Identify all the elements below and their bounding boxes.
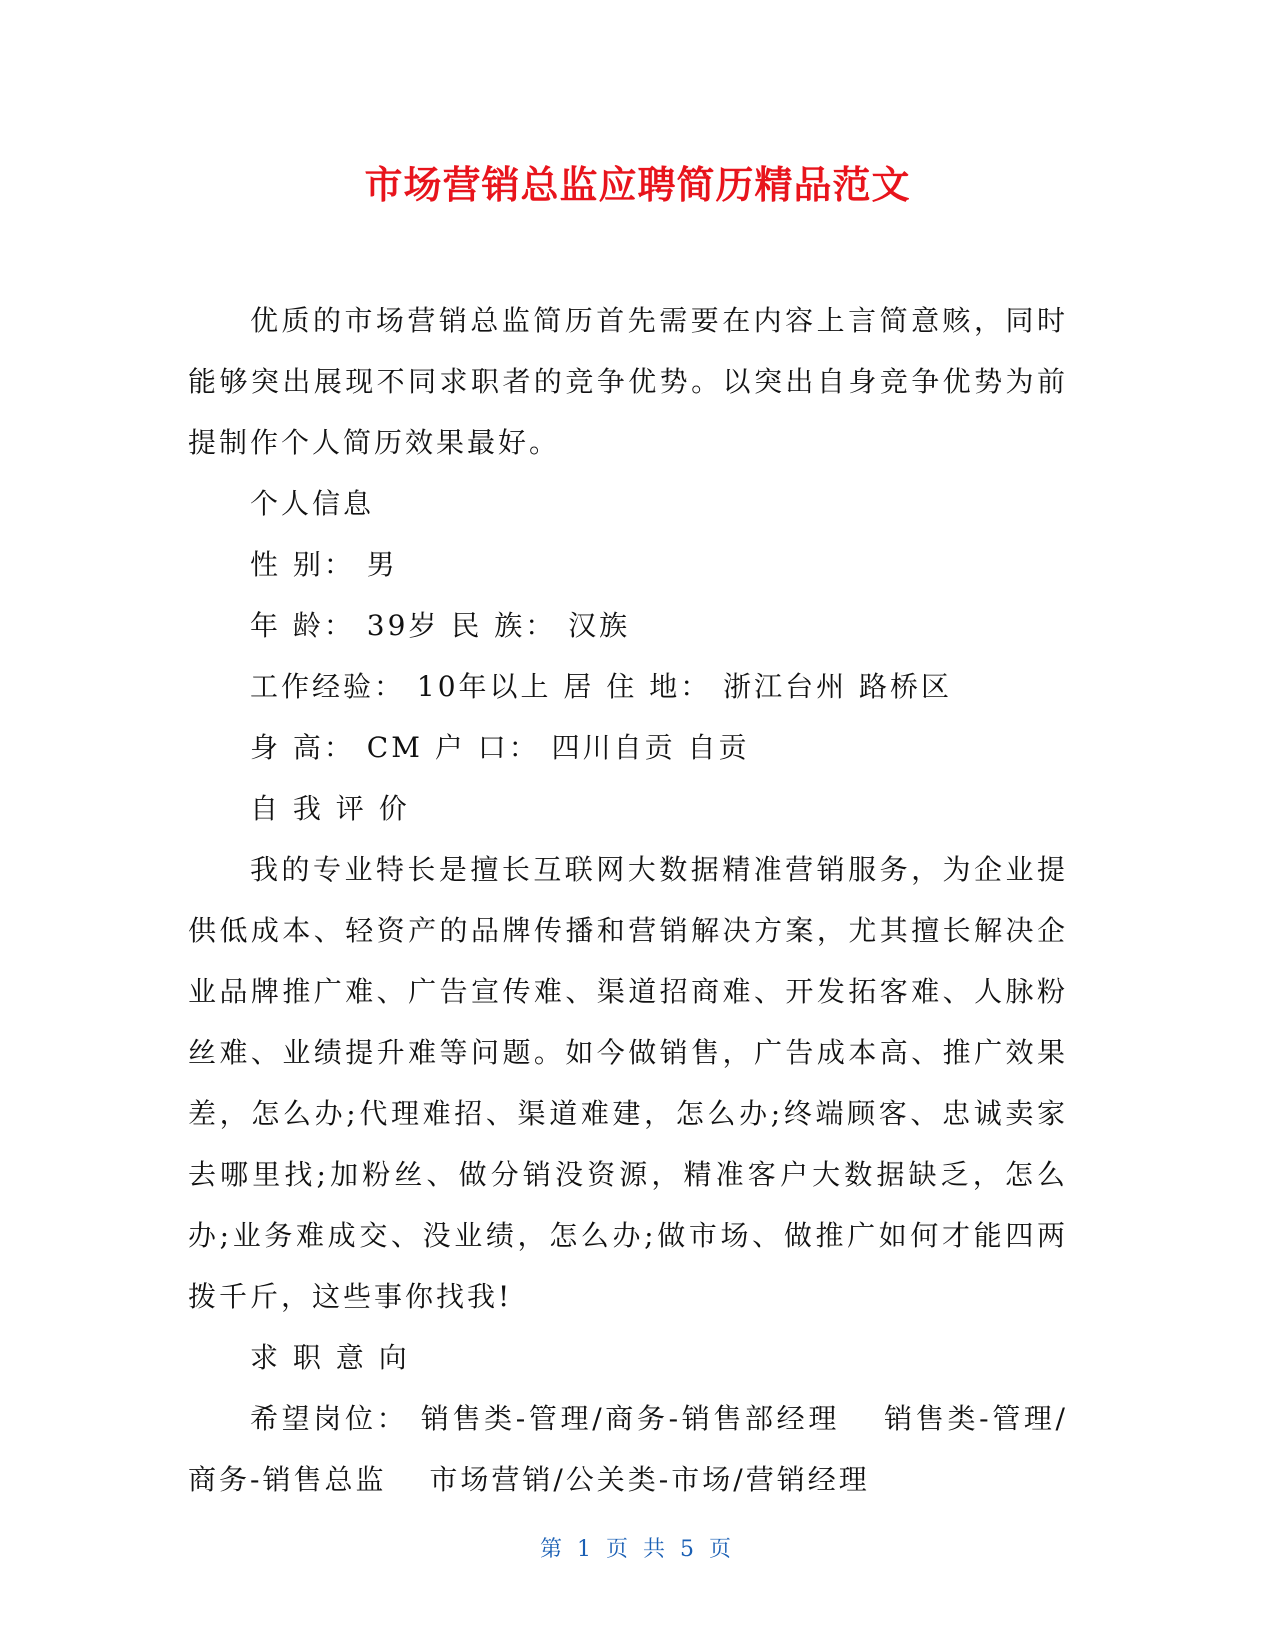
- info-age-ethnicity: 年 龄： 39岁 民 族： 汉族: [250, 609, 631, 642]
- document-body: [188, 290, 1068, 1510]
- info-gender: 性 别： 男: [250, 548, 398, 581]
- section-heading-self-evaluation: 自 我 评 价: [250, 792, 410, 825]
- page-number-footer: 第 1 页 共 5 页: [540, 1537, 735, 1562]
- info-height-hukou: 身 高： CM 户 口： 四川自贡 自贡: [250, 731, 750, 764]
- desired-positions: 希望岗位： 销售类-管理/商务-销售部经理 销售类-管理/商务-销售总监 市场营销/公关类-市场/营销经理: [188, 1402, 1068, 1496]
- section-heading-job-intention: 求 职 意 向: [250, 1341, 410, 1374]
- info-experience-residence: 工作经验： 10年以上 居 住 地： 浙江台州 路桥区: [250, 670, 953, 703]
- document-title: 市场营销总监应聘简历精品范文: [364, 163, 911, 207]
- self-evaluation-paragraph: 我的专业特长是擅长互联网大数据精准营销服务，为企业提供低成本、轻资产的品牌传播和营销解决方案，尤其擅长解决企业品牌推广难、广告宣传难、渠道招商难、开发拓客难、人脉粉丝难、业绩提升难等问题。如今做销售，广告成本高、推广效果差，怎么办;代理难招、渠道难建，怎么办;终端顾客、忠诚卖家去哪里找;加粉丝、做分销没资源，精准客户大数据缺乏，怎么办;业务难成交、没业绩，怎么办;做市场、做推广如何才能四两拨千斤，这些事你找我!: [188, 853, 1068, 1313]
- section-heading-personal-info: 个人信息: [250, 487, 375, 520]
- intro-paragraph: 优质的市场营销总监简历首先需要在内容上言简意赅，同时能够突出展现不同求职者的竞争优势。以突出自身竞争优势为前提制作个人简历效果最好。: [188, 304, 1068, 459]
